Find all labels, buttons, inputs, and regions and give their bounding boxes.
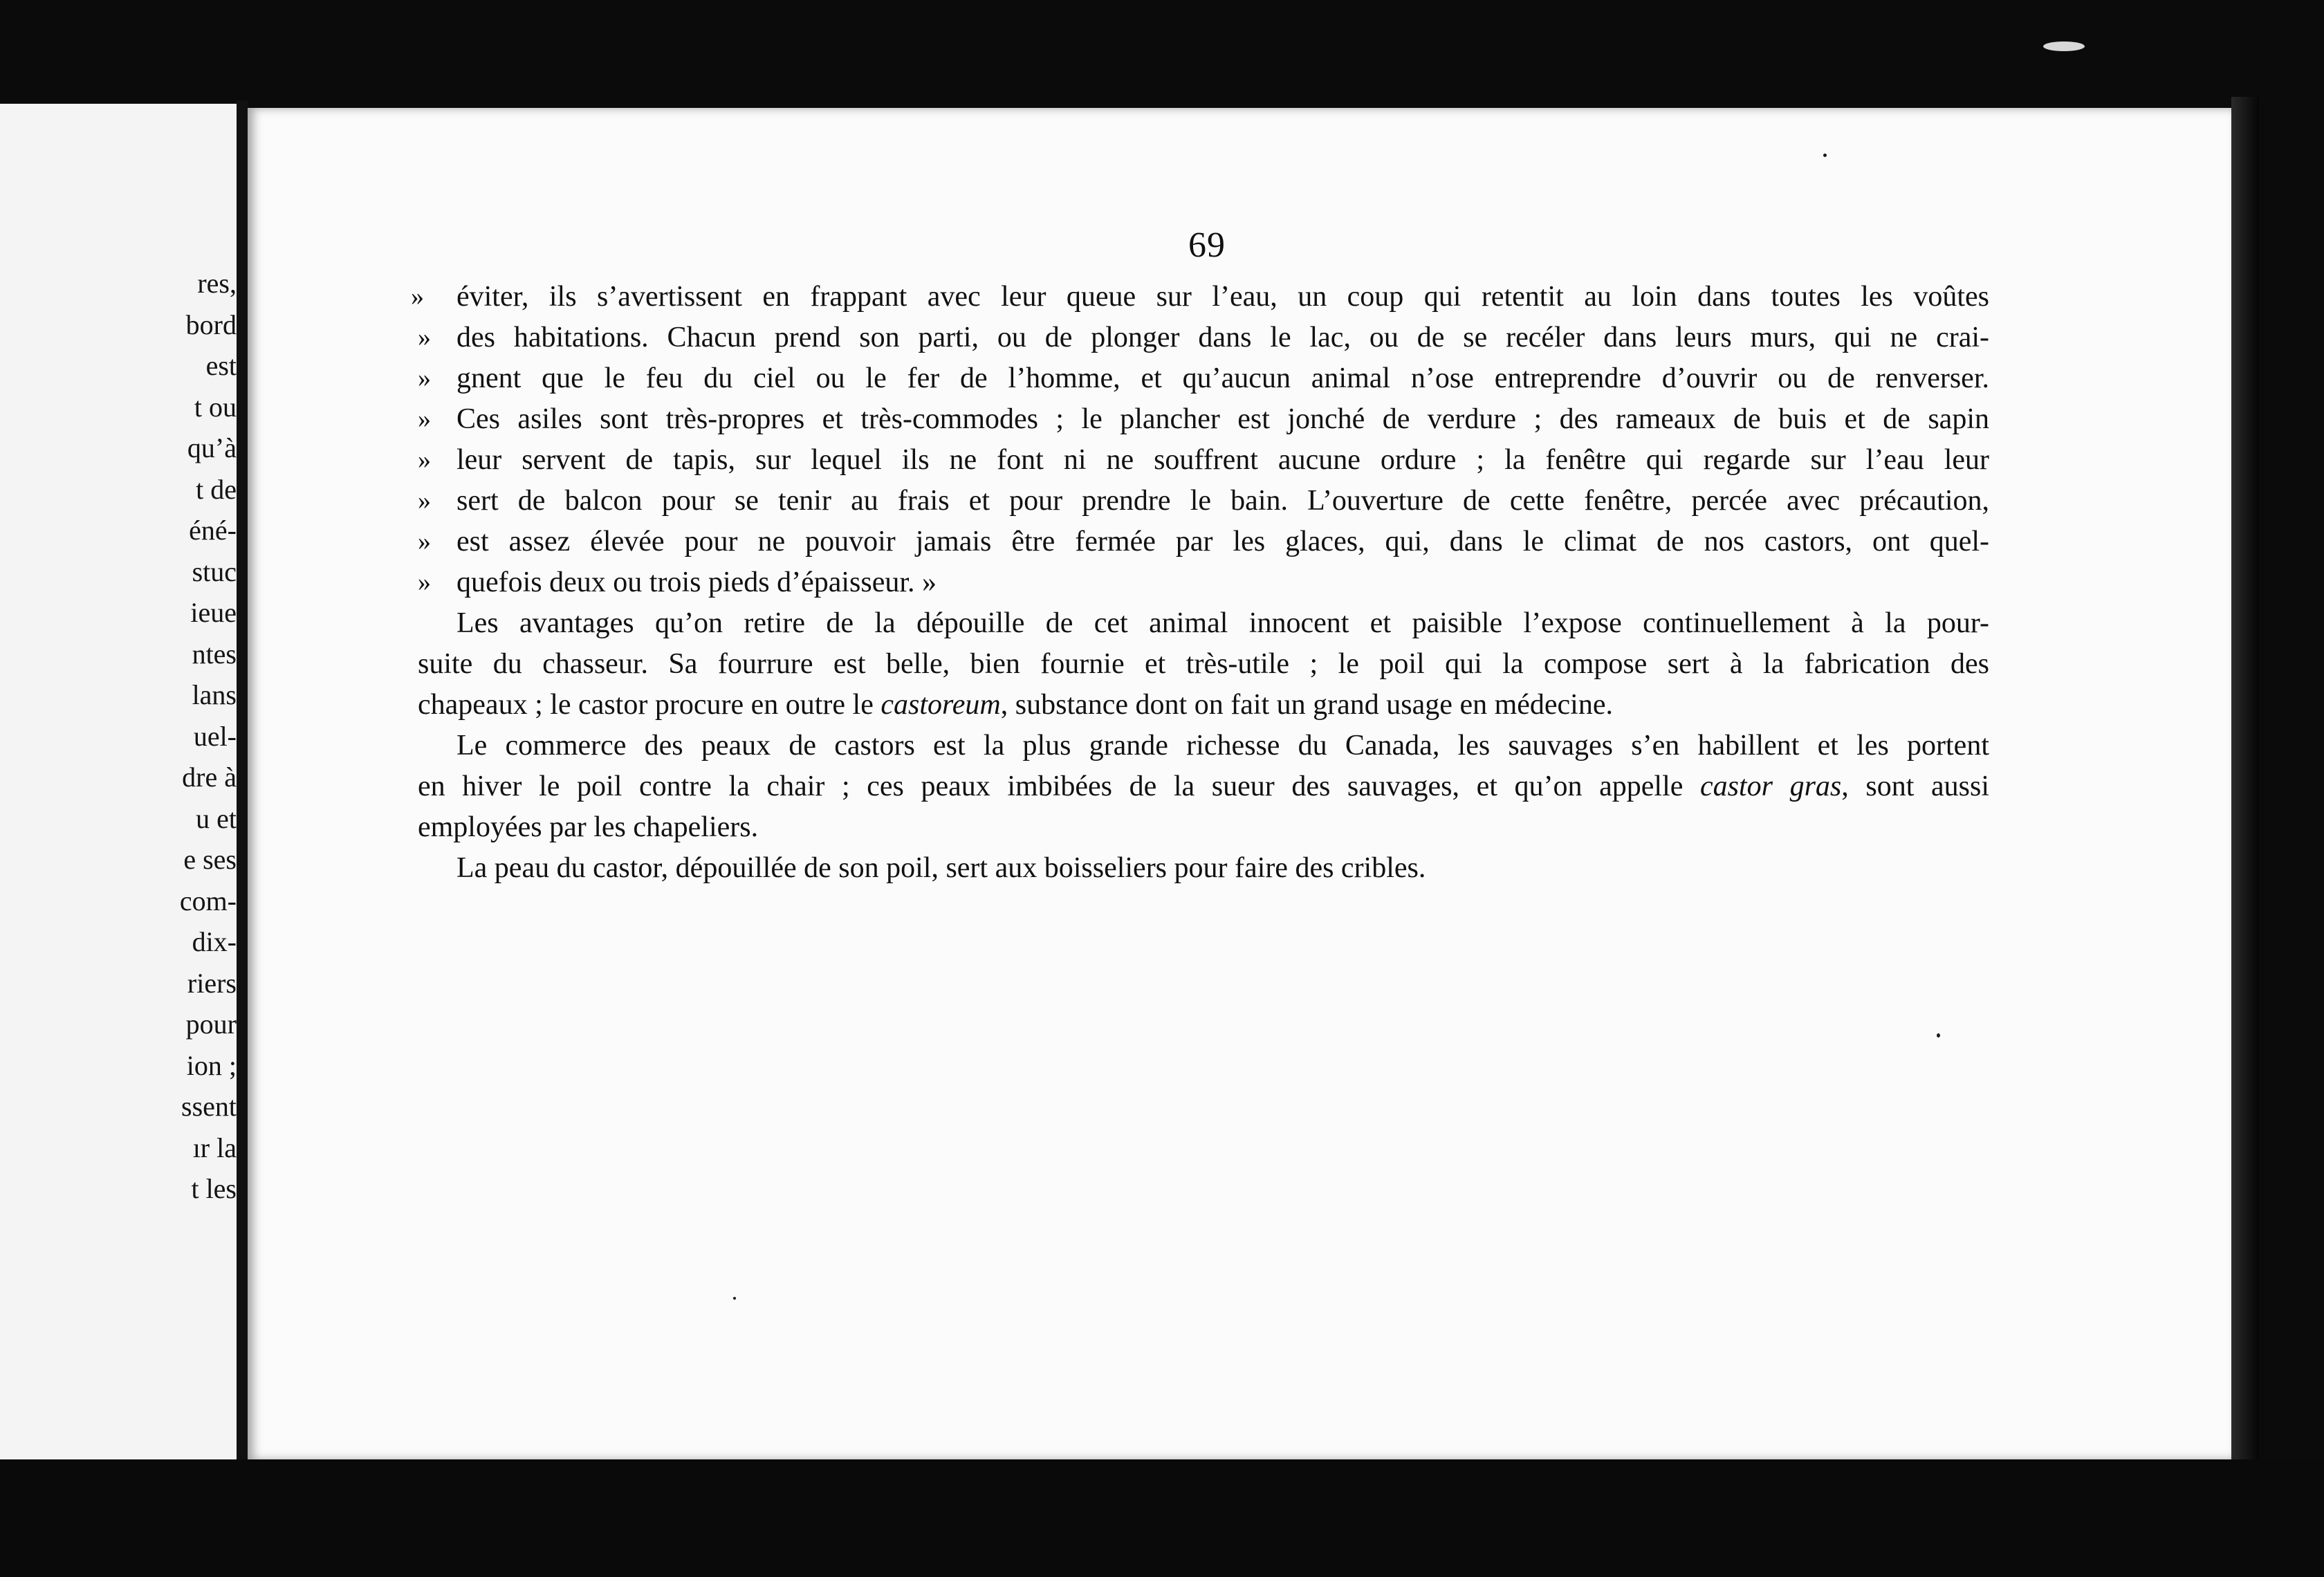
quote-mark: »: [418, 527, 431, 556]
quoted-line-text: gnent que le feu du ciel ou le fer de l’homme, et qu’aucun animal n’ose entreprendre d’ouvrir ou de renverser.: [456, 362, 1989, 394]
paragraph-line: [418, 685, 1989, 726]
quote-mark: »: [418, 364, 431, 393]
left-line: éné-: [189, 515, 237, 546]
quoted-line: [418, 562, 1989, 603]
left-line: bord: [185, 308, 237, 340]
quoted-line-text: des habitations. Chacun prend son parti, ou de plonger dans le lac, ou de se recéler dans leurs murs, qui ne crai-: [456, 322, 1989, 353]
left-line: riers: [187, 967, 237, 999]
paragraph-line: employées par les chapeliers.: [418, 811, 759, 843]
quoted-line-text: quefois deux ou trois pieds d’épaisseur. »: [456, 566, 937, 598]
paragraph-line: Le commerce des peaux de castors est la plus grande richesse du Canada, les sauvages s’en habillent et les portent: [456, 730, 1989, 762]
left-line: stuc: [192, 555, 237, 587]
scan-speck: [1823, 154, 1827, 157]
quoted-line: [418, 399, 1989, 440]
quoted-line: [418, 440, 1989, 481]
left-line: dre à: [182, 762, 237, 793]
quote-mark: »: [418, 486, 431, 515]
quoted-line: [418, 358, 1989, 399]
left-line: ieue: [190, 597, 237, 628]
quoted-line-text: éviter, ils s’avertissent en frappant avec leur queue sur l’eau, un coup qui retentit au loin dans toutes les voûtes: [456, 281, 1989, 313]
scan-speck: [2043, 42, 2085, 51]
paragraph-line: La peau du castor, dépouillée de son poil, sert aux boisseliers pour faire des cribles.: [456, 852, 1426, 884]
paragraph-line: [418, 766, 1989, 807]
text-run: , sont aussi: [1841, 771, 1989, 802]
page-edge-shadow: [2231, 97, 2259, 1470]
quoted-line-text: leur servent de tapis, sur lequel ils ne font ni ne souffrent aucune ordure ; la fenêtre qui regarde sur l’eau leur: [456, 444, 1989, 476]
text-run: chapeaux ; le castor procure en outre le: [418, 689, 881, 721]
left-line: res,: [197, 268, 237, 299]
paragraph: [418, 603, 1989, 726]
scan-speck: [1937, 1033, 1940, 1038]
quote-mark: »: [411, 282, 424, 311]
paragraph: [418, 848, 1989, 889]
left-line: qu’à: [187, 432, 237, 463]
text-run: , substance dont on fait un grand usage en médecine.: [1000, 689, 1613, 721]
text-run: en hiver le poil contre la chair ; ces peaux imbibées de la sueur des sauvages, et qu’on appelle: [418, 771, 1700, 802]
paragraph: [418, 726, 1989, 848]
scan-speck: [733, 1297, 736, 1300]
book-gutter: [237, 100, 248, 1466]
left-line: pour: [185, 1008, 237, 1040]
left-line: com-: [179, 885, 237, 916]
left-line: u et: [196, 802, 237, 834]
left-line: dix-: [192, 926, 237, 957]
left-page-fragment: [0, 104, 237, 1459]
quoted-line: [418, 317, 1989, 358]
left-line: est: [205, 350, 237, 381]
quoted-line-text: Ces asiles sont très-propres et très-commodes ; le plancher est jonché de verdure ; des rameaux de buis et de sapin: [456, 403, 1989, 435]
left-line: ntes: [192, 638, 237, 670]
scan-bottom-border: [0, 1459, 2324, 1577]
left-line: e ses: [183, 844, 237, 875]
quote-mark: »: [418, 445, 431, 474]
left-page-text: [57, 263, 237, 1210]
left-line: t ou: [194, 391, 237, 423]
left-line: ion ;: [186, 1049, 237, 1081]
quote-mark: »: [418, 405, 431, 434]
quote-mark: »: [418, 323, 431, 352]
left-line: ssent: [181, 1091, 237, 1122]
left-line: lans: [192, 679, 237, 710]
quoted-line: [418, 522, 1989, 562]
quoted-line: [411, 277, 1989, 317]
paragraph-line: suite du chasseur. Sa fourrure est belle, bien fournie et très-utile ; le poil qui la compose sert à la fabrication des: [418, 648, 1989, 680]
quoted-line-text: sert de balcon pour se tenir au frais et pour prendre le bain. L’ouverture de cette fenêtre, percée avec précaution,: [456, 485, 1989, 517]
left-line: ır la: [192, 1132, 237, 1163]
left-line: uel-: [193, 720, 237, 752]
left-line: t de: [196, 473, 237, 505]
quoted-line-text: est assez élevée pour ne pouvoir jamais être fermée par les glaces, qui, dans le climat de nos castors, ont quel-: [456, 526, 1989, 557]
italic-term: castoreum: [880, 689, 1001, 721]
quote-mark: »: [418, 568, 431, 597]
italic-term: castor gras: [1699, 771, 1842, 802]
paragraph-line: Les avantages qu’on retire de la dépouille de cet animal innocent et paisible l’expose continuellement à la pour-: [456, 607, 1989, 639]
left-line: t les: [191, 1173, 237, 1204]
quoted-line: [418, 481, 1989, 522]
page-body-text: [411, 277, 1989, 889]
quoted-passage: [411, 277, 1989, 603]
page-number: 69: [1188, 225, 1226, 265]
